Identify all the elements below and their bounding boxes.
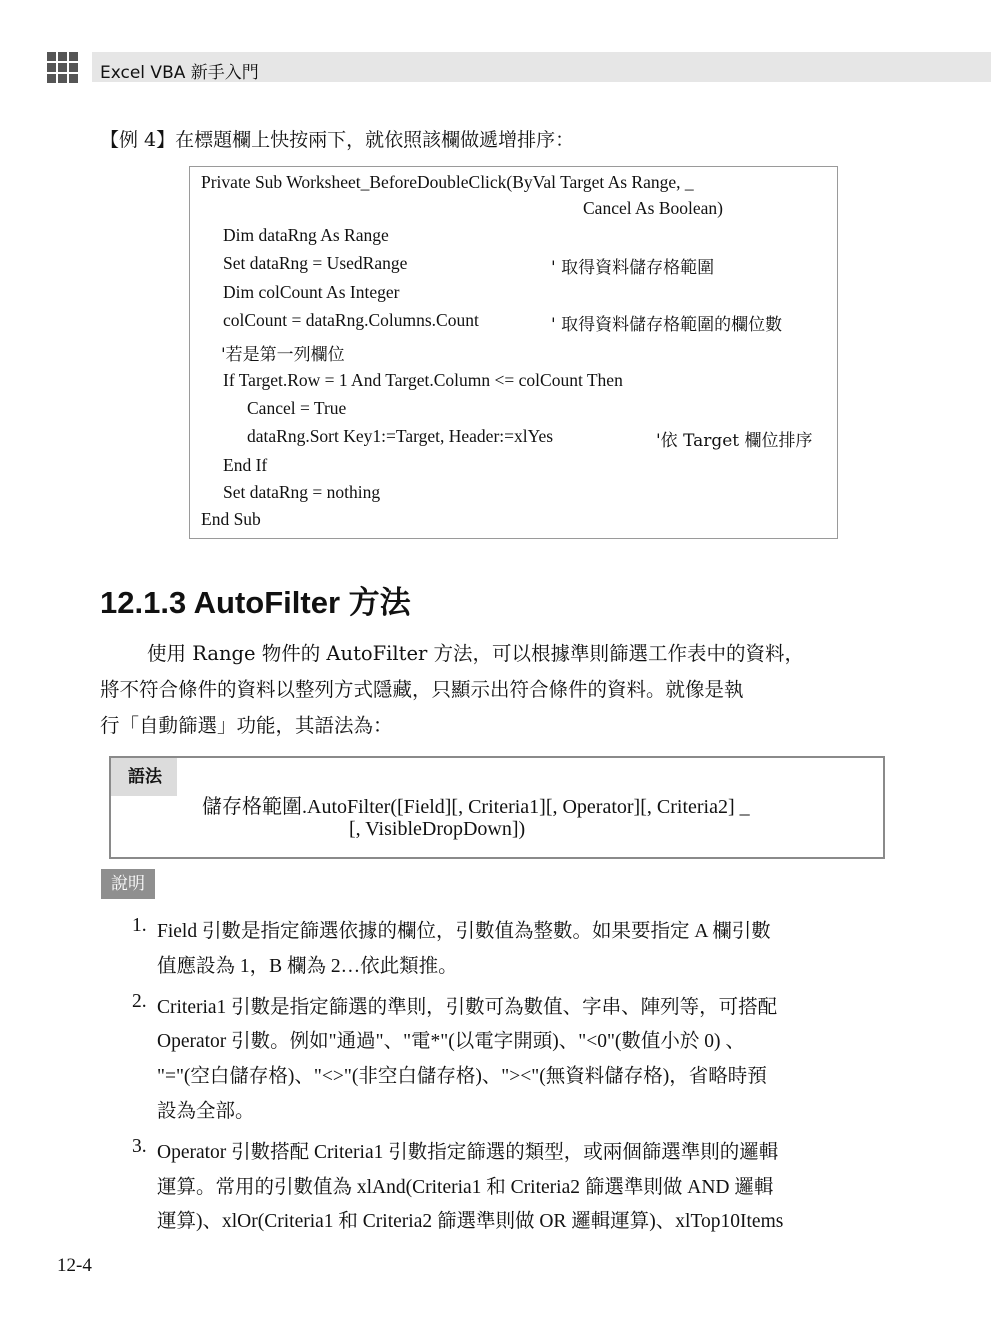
list-item-line: Operator 引數搭配 Criteria1 引數指定篩選的類型，或兩個篩選準則的邏輯 [157, 1142, 779, 1163]
syntax-line: 儲存格範圍.AutoFilter([Field][, Criteria1][, Operator][, Criteria2] _ [202, 796, 750, 818]
code-line: Private Sub Worksheet_BeforeDoubleClick(ByVal Target As Range, _ [201, 172, 694, 192]
code-line: Cancel As Boolean) [583, 198, 723, 218]
list-item-line: 運算。常用的引數值為 xlAnd(Criteria1 和 Criteria2 篩選準則做 AND 邏輯 [157, 1177, 774, 1198]
section-heading: 12.1.3 AutoFilter 方法 [100, 585, 411, 620]
list-item-line: Field 引數是指定篩選依據的欄位，引數值為整數。如果要指定 A 欄引數 [157, 921, 771, 942]
code-line: If Target.Row = 1 And Target.Column <= colCount Then [223, 370, 623, 390]
list-number: 2. [132, 991, 147, 1012]
notes-label: 說明 [101, 869, 155, 899]
code-comment: ' 取得資料儲存格範圍的欄位數 [551, 315, 783, 335]
list-number: 1. [132, 915, 147, 936]
list-item-line: Criteria1 引數是指定篩選的準則，引數可為數值、字串、陣列等，可搭配 [157, 997, 778, 1018]
syntax-box [109, 756, 885, 859]
code-comment: ' 取得資料儲存格範圍 [551, 258, 715, 278]
code-line: colCount = dataRng.Columns.Count [223, 310, 479, 330]
list-item-line: 值應設為 1，B 欄為 2…依此類推。 [157, 956, 458, 977]
code-line: Cancel = True [247, 398, 347, 418]
code-line: Dim dataRng As Range [223, 225, 389, 245]
code-block [189, 166, 838, 539]
code-line: Set dataRng = UsedRange [223, 253, 408, 273]
code-line: Dim colCount As Integer [223, 282, 400, 302]
book-title: Excel VBA 新手入門 [100, 63, 259, 83]
code-line: End Sub [201, 509, 261, 529]
list-number: 3. [132, 1136, 147, 1157]
syntax-line: [, VisibleDropDown]) [349, 818, 526, 840]
code-comment: '若是第一列欄位 [221, 345, 345, 365]
code-line: Set dataRng = nothing [223, 482, 381, 502]
code-line: End If [223, 455, 268, 475]
syntax-label: 語法 [111, 758, 177, 796]
code-line: dataRng.Sort Key1:=Target, Header:=xlYes [247, 426, 554, 446]
paragraph-line: 使用 Range 物件的 AutoFilter 方法，可以根據準則篩選工作表中的資料， [147, 642, 805, 665]
grid-logo-icon [47, 52, 78, 83]
example-heading: 【例 4】在標題欄上快按兩下，就依照該欄做遞增排序： [100, 129, 575, 151]
list-item-line: Operator 引數。例如"通過"、"電*"(以電字開頭)、"<0"(數值小於 0) 、 [157, 1031, 745, 1052]
list-item-line: "="(空白儲存格)、"<>"(非空白儲存格)、"><"(無資料儲存格)，省略時預 [157, 1066, 767, 1087]
paragraph-line: 行「自動篩選」功能，其語法為： [100, 714, 393, 737]
code-comment: '依 Target 欄位排序 [656, 431, 813, 451]
list-item-line: 設為全部。 [157, 1101, 255, 1122]
list-item-line: 運算)、xlOr(Criteria1 和 Criteria2 篩選準則做 OR 邏輯運算)、xlTop10Items [157, 1211, 784, 1232]
paragraph-line: 將不符合條件的資料以整列方式隱藏，只顯示出符合條件的資料。就像是執 [100, 678, 744, 701]
page-number: 12-4 [57, 1255, 92, 1276]
